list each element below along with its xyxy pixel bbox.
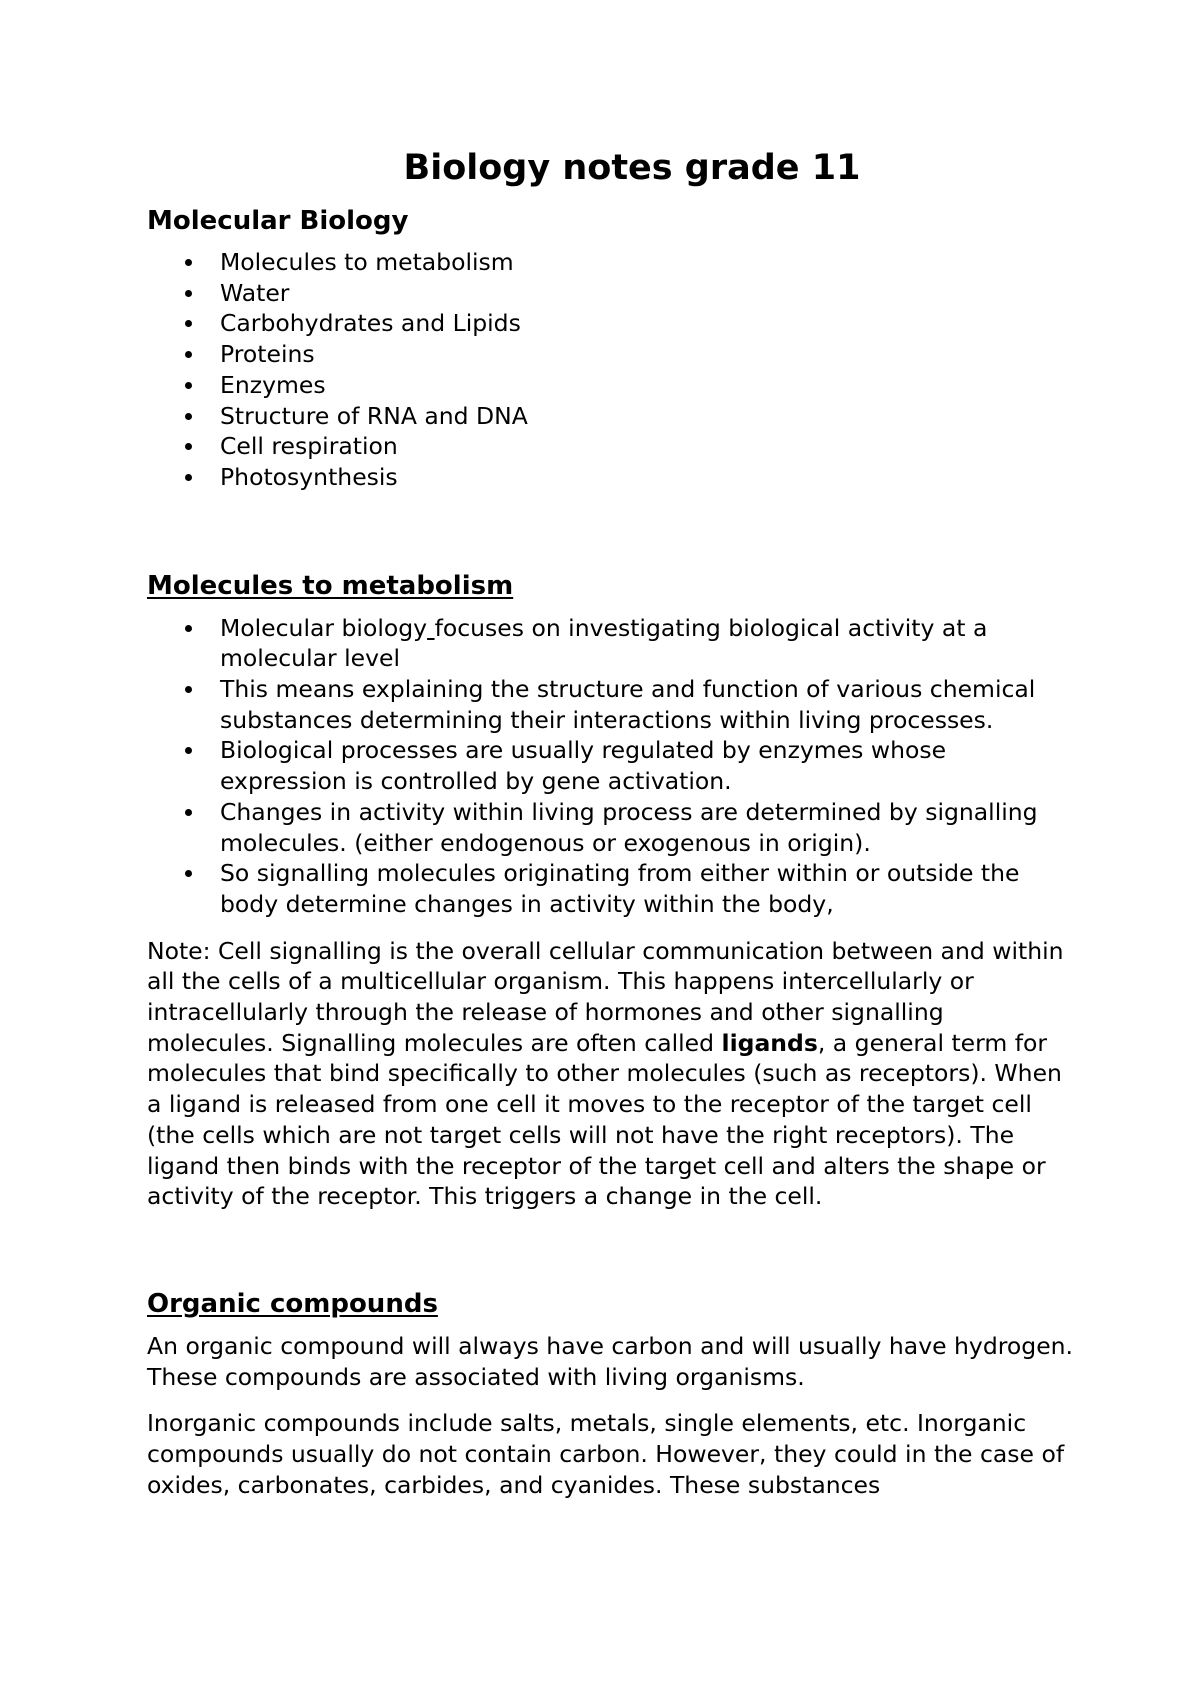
bullet-icon: [185, 474, 192, 481]
list-item: This means explaining the structure and function of various chemical substances determining their interactions within living processes.: [147, 674, 1077, 735]
list-item: So signalling molecules originating from either within or outside the body determine changes in activity within the body,: [147, 858, 1077, 919]
bullet-icon: [185, 686, 192, 693]
bullet-icon: [185, 809, 192, 816]
section-heading-organic-compounds: Organic compounds: [147, 1288, 438, 1319]
inorganic-paragraph: Inorganic compounds include salts, metals, single elements, etc. Inorganic compounds usually do not contain carbon. However, they could in the case of oxides, carbonates, carbides, and cyanides. These substances: [147, 1409, 1065, 1499]
list-item: Molecular biology focuses on investigating biological activity at a molecular level: [147, 613, 1077, 674]
section-heading-molecular-biology: Molecular Biology: [147, 206, 409, 236]
list-item: Changes in activity within living process are determined by signalling molecules. (either endogenous or exogenous in origin).: [147, 797, 1077, 858]
bullet-icon: [185, 747, 192, 754]
list-item: Carbohydrates and Lipids: [147, 308, 1077, 339]
ligands-term: ligands: [721, 1028, 818, 1057]
note-paragraph: Note: Cell signalling is the overall cellular communication between and within all the cells of a multicellular organism. This happens intercellularly or intracellularly through the release of hormones and other signalling molecules. Signalling molecules are often called ligands, a general term for molecules that bind specifically to other molecules (such as receptors). When a ligand is released from one cell it moves to the receptor of the target cell (the cells which are not target cells will not have the right receptors). The ligand then binds with the receptor of the target cell and alters the shape or activity of the receptor. This triggers a change in the cell.: [147, 936, 1064, 1211]
list-item: Structure of RNA and DNA: [147, 401, 1077, 432]
metabolism-list: [147, 613, 1077, 920]
bullet-icon: [185, 382, 192, 389]
bullet-icon: [185, 290, 192, 297]
list-item: Enzymes: [147, 370, 1077, 401]
bullet-icon: [185, 259, 192, 266]
list-item: Water: [147, 278, 1077, 309]
bullet-icon: [185, 413, 192, 420]
bullet-icon: [185, 351, 192, 358]
underlined-space: [427, 614, 434, 642]
document-content: [147, 143, 1077, 1501]
document-title: Biology notes grade 11: [403, 148, 861, 188]
topic-list: [147, 247, 1077, 493]
list-item: Proteins: [147, 339, 1077, 370]
section-heading-molecules-to-metabolism: Molecules to metabolism: [147, 570, 514, 601]
bullet-icon: [185, 443, 192, 450]
bullet-icon: [185, 320, 192, 327]
organic-paragraph: An organic compound will always have carbon and will usually have hydrogen. These compounds are associated with living organisms.: [147, 1331, 1074, 1391]
bullet-icon: [185, 625, 192, 632]
bullet-icon: [185, 870, 192, 877]
list-item: Biological processes are usually regulated by enzymes whose expression is controlled by gene activation.: [147, 735, 1077, 796]
list-item: Molecules to metabolism: [147, 247, 1077, 278]
list-item: Cell respiration: [147, 431, 1077, 462]
list-item: Photosynthesis: [147, 462, 1077, 493]
